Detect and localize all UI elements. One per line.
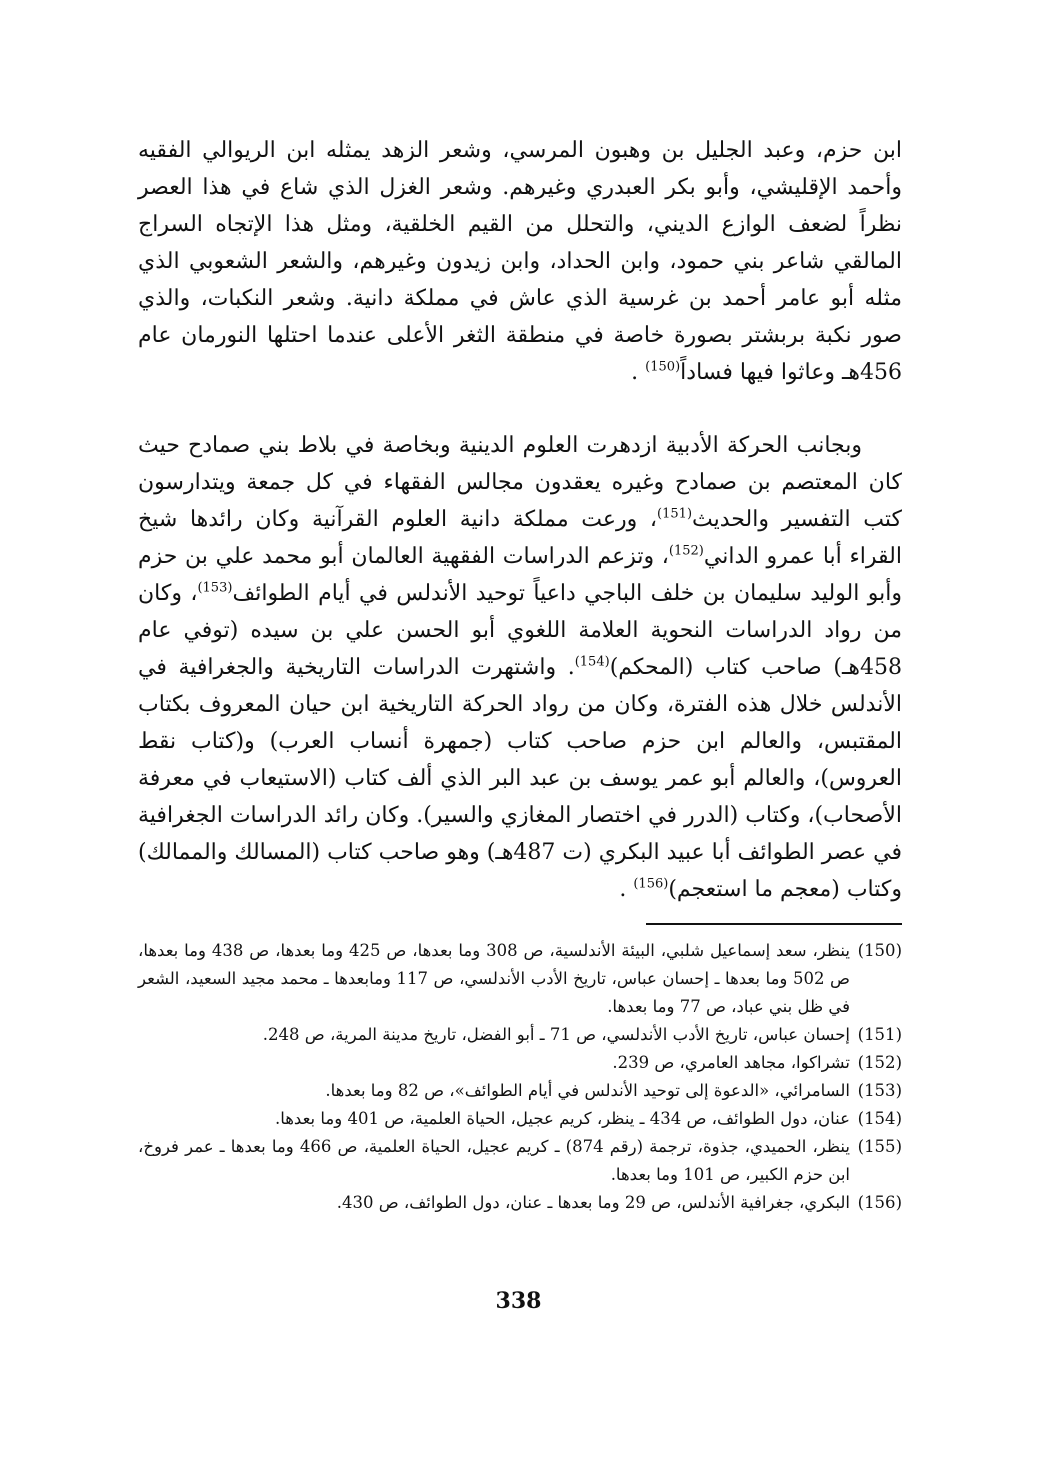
footnote-153 <box>138 1077 902 1105</box>
footnote-156 <box>138 1189 902 1217</box>
footnote-text: ينظر، سعد إسماعيل شلبي، البيئة الأندلسية، ص 308 وما بعدها، ص 425 وما بعدها، ص 438 وما بعدها، ص 502 وما بعدها ـ إحسان عباس، تاريخ الأدب الأندلسي، ص 117 ومابعدها ـ محمد مجيد السعيد، الشعر في ظل بني عباد، ص 77 وما بعدها. <box>138 941 851 1016</box>
footnote-number: (150) <box>857 941 902 960</box>
footnote-number: (153) <box>857 1081 902 1100</box>
footnote-154 <box>138 1105 902 1133</box>
paragraph-text <box>138 427 902 908</box>
footnotes <box>138 937 902 1217</box>
paragraph-2-segment-2: ، ورعت مملكة دانية العلوم القرآنية وكان رائدها شيخ القراء أبا عمرو الداني <box>138 507 902 569</box>
footnote-text: عنان، دول الطوائف، ص 434 ـ ينظر، كريم عجيل، الحياة العلمية، ص 401 وما بعدها. <box>274 1109 850 1128</box>
footnote-text: البكري، جغرافية الأندلس، ص 29 وما بعدها ـ عنان، دول الطوائف، ص 430. <box>336 1193 850 1212</box>
paragraph-2-segment-1: وبجانب الحركة الأدبية ازدهرت العلوم الدينية وبخاصة في بلاط بني صمادح حيث كان المعتصم بن صمادح وغيره يعقدون مجالس الفقهاء في كل جمعة ويتدارسون كتب التفسير والحديث <box>138 433 902 532</box>
footnote-150 <box>138 937 902 1021</box>
body-paragraph-1 <box>138 132 902 391</box>
footnote-text: إحسان عباس، تاريخ الأدب الأندلسي، ص 71 ـ أبو الفضل، تاريخ مدينة المرية، ص 248. <box>262 1025 850 1044</box>
paragraph-2-segment-6: . <box>619 877 634 902</box>
footnote-reference-154[interactable]: (154) <box>574 654 610 670</box>
footnote-155 <box>138 1133 902 1189</box>
footnote-number: (152) <box>857 1053 902 1072</box>
paragraph-1-text: ابن حزم، وعبد الجليل بن وهبون المرسي، وشعر الزهد يمثله ابن الريوالي الفقيه وأحمد الإقليشي، وأبو بكر العبدري وغيرهم. وشعر الغزل الذي شاع في هذا العصر نظراً لضعف الوازع الديني، والتحلل من القيم الخلقية، ومثل هذا الإتجاه السراج المالقي شاعر بني حمود، وابن الحداد، وابن زيدون وغيرهم، والشعر الشعوبي الذي مثله أبو عامر أحمد بن غرسية الذي عاش في مملكة دانية. وشعر النكبات، والذي صور نكبة بربشتر بصورة خاصة في منطقة الثغر الأعلى عندما احتلها النورمان عام 456هـ وعاثوا فيها فساداً <box>138 138 902 385</box>
footnote-reference-151[interactable]: (151) <box>657 506 693 522</box>
footnote-text: السامرائي، «الدعوة إلى توحيد الأندلس في أيام الطوائف»، ص 82 وما بعدها. <box>325 1081 850 1100</box>
footnote-separator <box>646 923 902 925</box>
footnote-151 <box>138 1021 902 1049</box>
footnote-text: تشراكوا، مجاهد العامري، ص 239. <box>612 1053 850 1072</box>
paragraph-1-end: . <box>631 360 646 385</box>
paragraph-text <box>138 132 902 391</box>
footnote-reference-156[interactable]: (156) <box>633 876 669 892</box>
footnote-number: (156) <box>857 1193 902 1212</box>
paragraph-2-segment-4: ، وكان من رواد الدراسات النحوية العلامة اللغوي أبو الحسن علي بن سيده (توفي عام 458هـ) صاحب كتاب (المحكم) <box>138 581 902 680</box>
footnote-text: ينظر، الحميدي، جذوة، ترجمة (رقم 874) ـ كريم عجيل، الحياة العلمية، ص 466 وما بعدها ـ عمر فروخ، ابن حزم الكبير، ص 101 وما بعدها. <box>138 1137 850 1184</box>
footnote-reference-152[interactable]: (152) <box>668 543 704 559</box>
footnote-152 <box>138 1049 902 1077</box>
footnote-number: (151) <box>857 1025 902 1044</box>
footnote-number: (154) <box>857 1109 902 1128</box>
body-paragraph-2 <box>138 427 902 908</box>
footnote-number: (155) <box>857 1137 902 1156</box>
paragraph-2-segment-5: . واشتهرت الدراسات التاريخية والجغرافية في الأندلس خلال هذه الفترة، وكان من رواد الحركة التاريخية ابن حيان المعروف بكتاب المقتبس، والعالم ابن حزم صاحب كتاب (جمهرة أنساب العرب) و(كتاب نقط العروس)، والعالم أبو عمر يوسف بن عبد البر الذي ألف كتاب (الاستيعاب في معرفة الأصحاب)، وكتاب (الدرر في اختصار المغازي والسير). وكان رائد الدراسات الجغرافية في عصر الطوائف أبا عبيد البكري (ت 487هـ) وهو صاحب كتاب (المسالك والممالك) وكتاب (معجم ما استعجم) <box>138 655 902 902</box>
footnote-reference-153[interactable]: (153) <box>197 580 233 596</box>
paragraph-2-segment-3: ، وتزعم الدراسات الفقهية العالمان أبو محمد علي بن حزم وأبو الوليد سليمان بن خلف الباجي داعياً توحيد الأندلس في أيام الطوائف <box>138 544 902 606</box>
footnote-reference-150[interactable]: (150) <box>645 359 681 375</box>
page-number: 338 <box>495 1288 542 1314</box>
